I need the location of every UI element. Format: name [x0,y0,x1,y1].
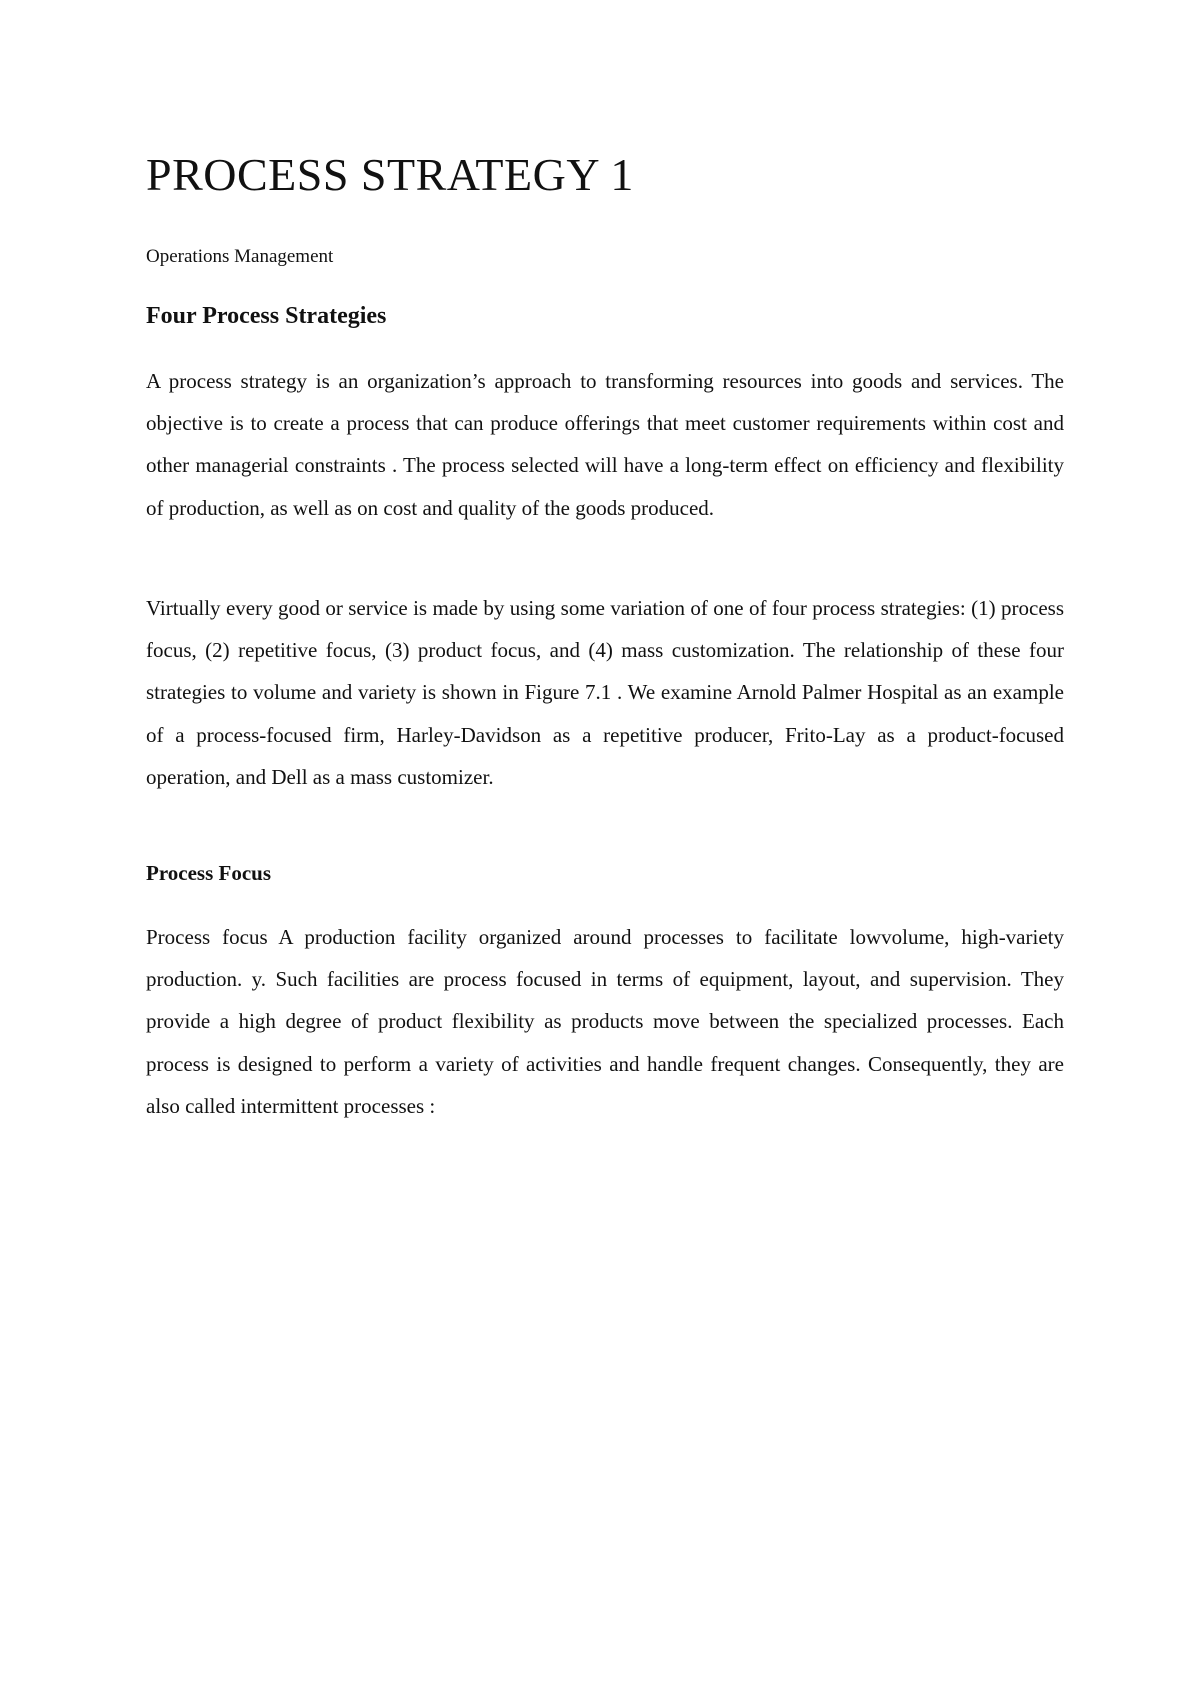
section-heading-four-process-strategies: Four Process Strategies [146,303,387,329]
paragraph: A process strategy is an organization’s approach to transforming resources into goods and services. The objective is to create a process that can produce offerings that meet customer requirements within cost and other managerial constraints . The process selected will have a long-term effect on efficiency and flexibility of production, as well as on cost and quality of the goods produced. [146,369,1064,520]
section-heading-process-focus: Process Focus [146,861,272,885]
paragraph: Process focus A production facility organized around processes to facilitate lowvolume, high-variety production. y. Such facilities are process focused in terms of equipment, layout, and supervision. They provide a high degree of product flexibility as products move between the specialized processes. Each process is designed to perform a variety of activities and handle frequent changes. Consequently, they are also called intermittent processes : [146,925,1064,1118]
document-subtitle: Operations Management [146,246,334,267]
document-title: PROCESS STRATEGY 1 [146,149,634,200]
paragraph: Virtually every good or service is made by using some variation of one of four process strategies: (1) process focus, (2) repetitive focus, (3) product focus, and (4) mass customization. The relationship of these four strategies to volume and variety is shown in Figure 7.1 . We examine Arnold Palmer Hospital as an example of a process-focused firm, Harley-Davidson as a repetitive producer, Frito-Lay as a product-focused operation, and Dell as a mass customizer. [146,596,1064,789]
